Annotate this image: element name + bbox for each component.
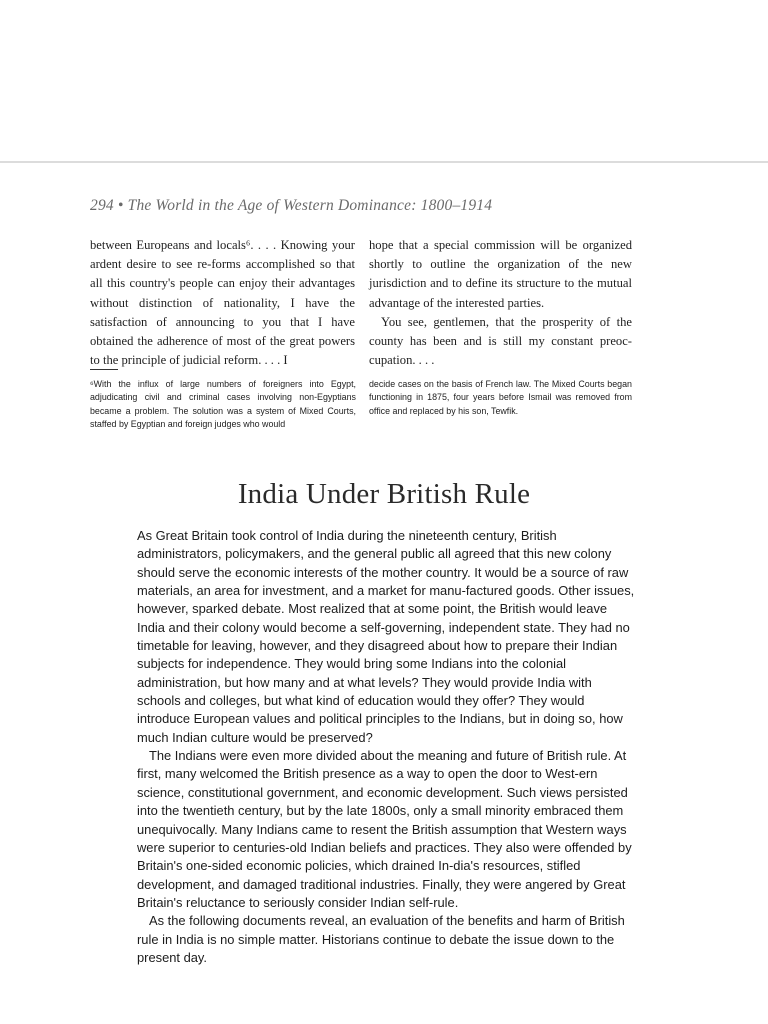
section-title: India Under British Rule (237, 478, 531, 510)
footnote-rule (90, 369, 118, 370)
quote-right-paragraph: You see, gentlemen, that the prosperity of the county has been and is still my constant preoc-cupation. . . . (369, 314, 632, 368)
quote-left-text: between Europeans and locals⁶. . . . Knowing your ardent desire to see re-forms accomplished so that all this country's people can enjoy their advantages without distinction of nationality, I have the satisfaction of announcing to you that I have obtained the adherence of most of the great powers to the principle of judicial reform. . . . I (90, 238, 355, 368)
footnote-left: ⁶With the influx of large numbers of foreigners into Egypt, adjudicating civil and criminal cases involving non-Egyptians became a problem. The solution was a system of Mixed Courts, staffed by Egyptian and foreign judges who would (90, 379, 356, 430)
body-paragraph: The Indians were even more divided about the meaning and future of British rule. At first, many welcomed the British presence as a way to open the door to West-ern science, constitutional government, and economic development. Such views persisted into the twentieth century, but by the late 1800s, only a small minority embraced them unequivocally. Many Indians came to resent the British assumption that Western ways were superior to centuries-old Indian beliefs and practices. They also were offended by Britain's one-sided economic policies, which drained In-dia's resources, stifled development, and damaged traditional industries. Finally, they were angered by Great Britain's reluctance to seriously consider Indian self-rule. (137, 748, 632, 910)
quote-right-paragraph: hope that a special commission will be organized shortly to outline the organization of the new jurisdiction and to define its structure to the mutual advantage of the interested parties. (369, 238, 632, 310)
quote-left-column (90, 236, 355, 370)
footnote-right: decide cases on the basis of French law. The Mixed Courts began functioning in 1875, four years before Ismail was removed from office and replaced by his son, Tewfik. (369, 379, 632, 416)
body-paragraph: As Great Britain took control of India during the nineteenth century, British administrators, policymakers, and the general public all agreed that this new colony should serve the economic interests of the mother country. It would be a source of raw materials, an area for investment, and a market for manu-factured goods. Other issues, however, sparked debate. Most realized that at some point, the British would leave India and their colony would become a self-governing, independent state. They had no timetable for leaving, however, and they disagreed about how to prepare their Indian subjects for independence. They would bring some Indians into the colonial administration, but how many and at what levels? They would provide India with schools and colleges, but what kind of education would they offer? They would introduce European values and political principles to the Indians, but in doing so, how much Indian culture would be preserved? (137, 528, 635, 745)
body-paragraph: As the following documents reveal, an evaluation of the benefits and harm of British rule in India is no simple matter. Historians continue to debate the issue down to the present day. (137, 913, 625, 965)
scan-edge-line (0, 161, 768, 163)
running-head: 294 • The World in the Age of Western Dominance: 1800–1914 (90, 197, 493, 214)
quote-right-column (369, 236, 632, 370)
body-text (137, 527, 637, 967)
